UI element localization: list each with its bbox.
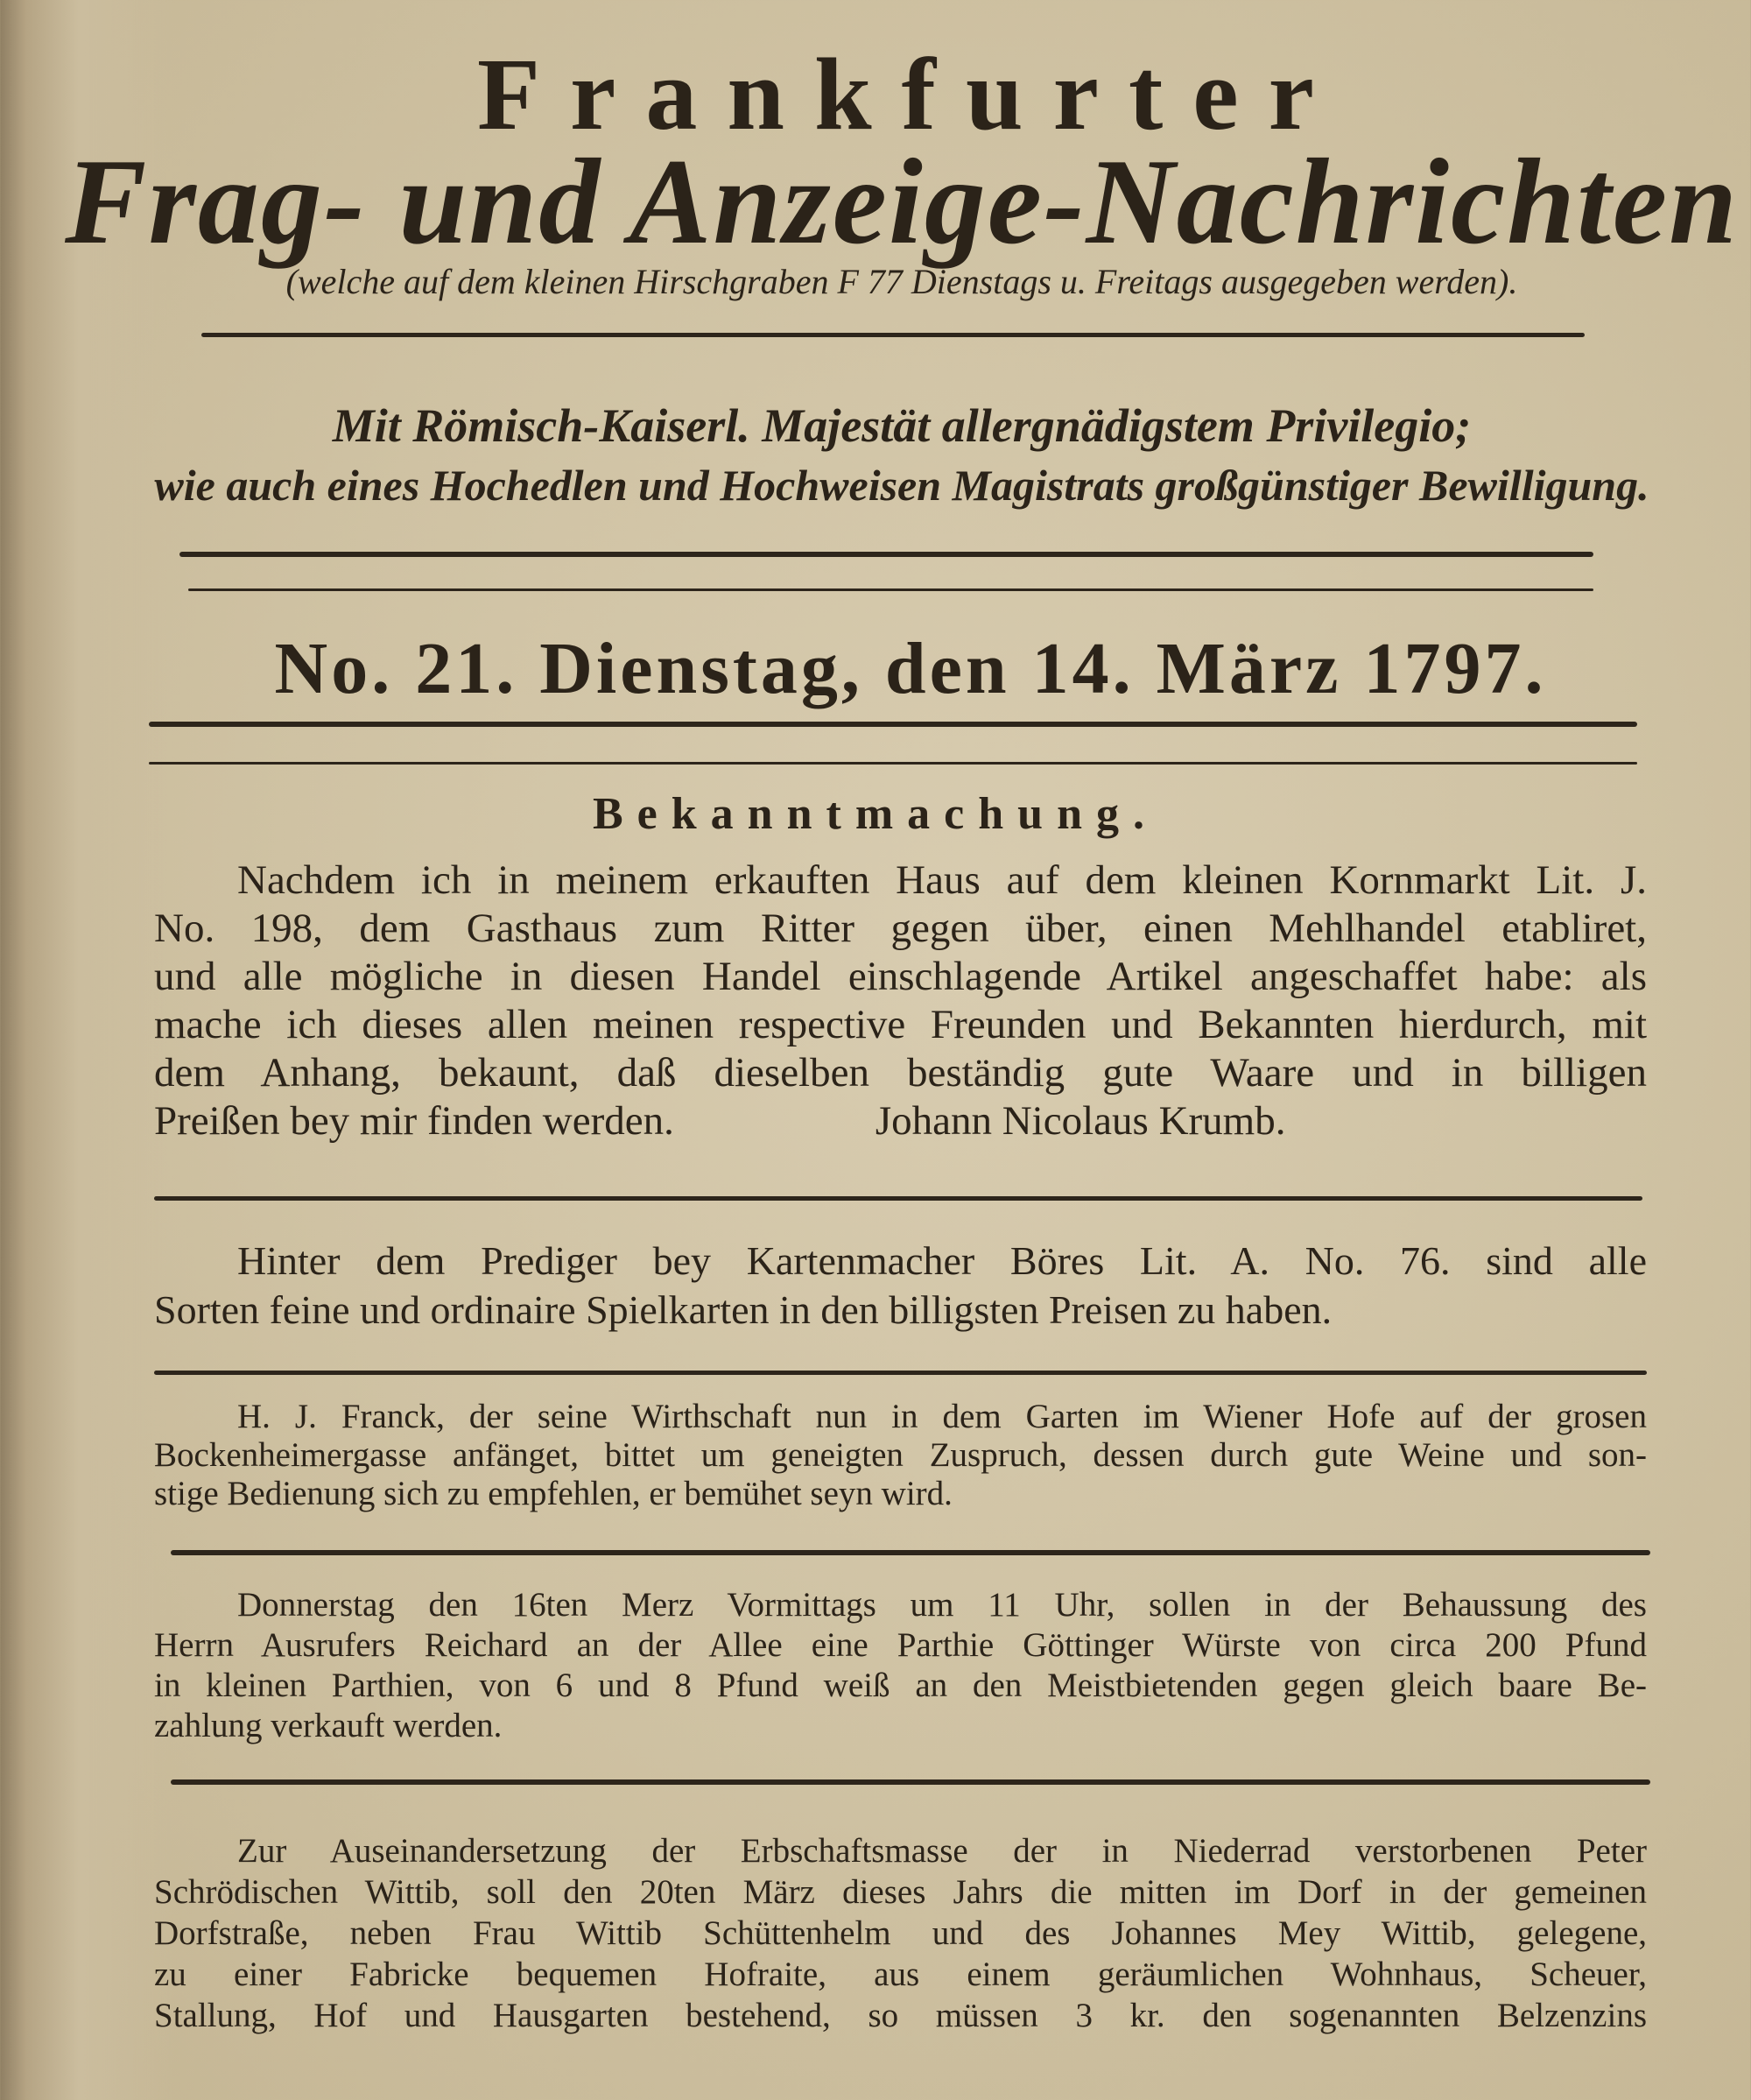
text-line: Sorten feine und ordinaire Spielkarten in den billigsten Preisen zu haben. [154,1287,1333,1332]
divider [171,1779,1650,1785]
text-line [154,1097,1647,1145]
notice-4 [154,1585,1647,1746]
text-line: Bockenheimergasse anfänget, bittet um geneigten Zuspruch, dessen durch gute Weine und son- [154,1436,1647,1474]
text-line: Schrödischen Wittib, soll den 20ten März dieses Jahrs die mitten im Dorf in der gemeinen [154,1873,1647,1911]
signature: Johann Nicolaus Krumb. [875,1098,1286,1144]
text-line: zu einer Fabricke bequemen Hofraite, aus einem geräumlichen Wohnhaus, Scheuer, [154,1956,1647,1993]
text-line: Donnerstag den 16ten Merz Vormittags um 11 Uhr, sollen in der Behaussung des [237,1586,1647,1624]
divider [171,1550,1650,1555]
issue-line: No. 21. Dienstag, den 14. März 1797. [274,628,1547,709]
divider [179,552,1593,557]
text-line: stige Bedienung sich zu empfehlen, er bemühet seyn wird. [154,1475,953,1512]
notice-1 [154,856,1647,1145]
text-line: Stallung, Hof und Hausgarten bestehend, so müssen 3 kr. den sogenannten Belzenzins [154,1997,1647,2034]
privilege-line-2: wie auch eines Hochedlen und Hochweisen Magistrats großgünstiger Bewilligung. [154,461,1649,510]
text-line-end: Preißen bey mir finden werden. [154,1098,674,1144]
divider [149,762,1637,765]
text-line: No. 198, dem Gasthaus zum Ritter gegen über, einen Mehlhandel etabliret, [154,906,1647,951]
notice-3 [154,1398,1647,1513]
divider [154,1371,1647,1375]
divider [201,333,1585,337]
privilege-line-1: Mit Römisch-Kaiserl. Majestät allergnädigstem Privilegio; [332,399,1472,452]
text-line: dem Anhang, bekaunt, daß dieselben beständig gute Waare und in billigen [154,1050,1647,1096]
text-line: mache ich dieses allen meinen respective Freunden und Bekannten hierdurch, mit [154,1002,1647,1047]
text-line: und alle mögliche in diesen Handel einschlagende Artikel angeschaffet habe: als [154,954,1647,999]
divider [149,722,1637,727]
masthead-title-line1: Frankfurter [476,37,1345,152]
text-line: H. J. Franck, der seine Wirthschaft nun in dem Garten im Wiener Hofe auf der grosen [237,1398,1647,1435]
divider [188,588,1593,591]
text-line: Zur Auseinandersetzung der Erbschaftsmasse der in Niederrad verstorbenen Peter [237,1832,1647,1870]
masthead-title-line2: Frag- und Anzeige-Nachrichten [65,134,1739,270]
notice-5 [154,1830,1647,2036]
text-line: Nachdem ich in meinem erkauften Haus auf dem kleinen Kornmarkt Lit. J. [237,857,1647,903]
notice-2 [154,1237,1647,1335]
divider [154,1196,1642,1201]
text-line: Dorfstraße, neben Frau Wittib Schüttenhelm und des Johannes Mey Wittib, gelegene, [154,1914,1647,1952]
text-line: in kleinen Parthien, von 6 und 8 Pfund weiß an den Meistbietenden gegen gleich baare Be- [154,1667,1647,1704]
text-line: Hinter dem Prediger bey Kartenmacher Böres Lit. A. No. 76. sind alle [237,1238,1647,1283]
notice-heading: Bekanntmachung. [593,789,1158,839]
text-line: zahlung verkauft werden. [154,1707,503,1744]
text-line: Herrn Ausrufers Reichard an der Allee eine Parthie Göttinger Würste von circa 200 Pfund [154,1626,1647,1664]
masthead-subtitle: (welche auf dem kleinen Hirschgraben F 77 Dienstags u. Freitags ausgegeben werden). [285,262,1518,301]
